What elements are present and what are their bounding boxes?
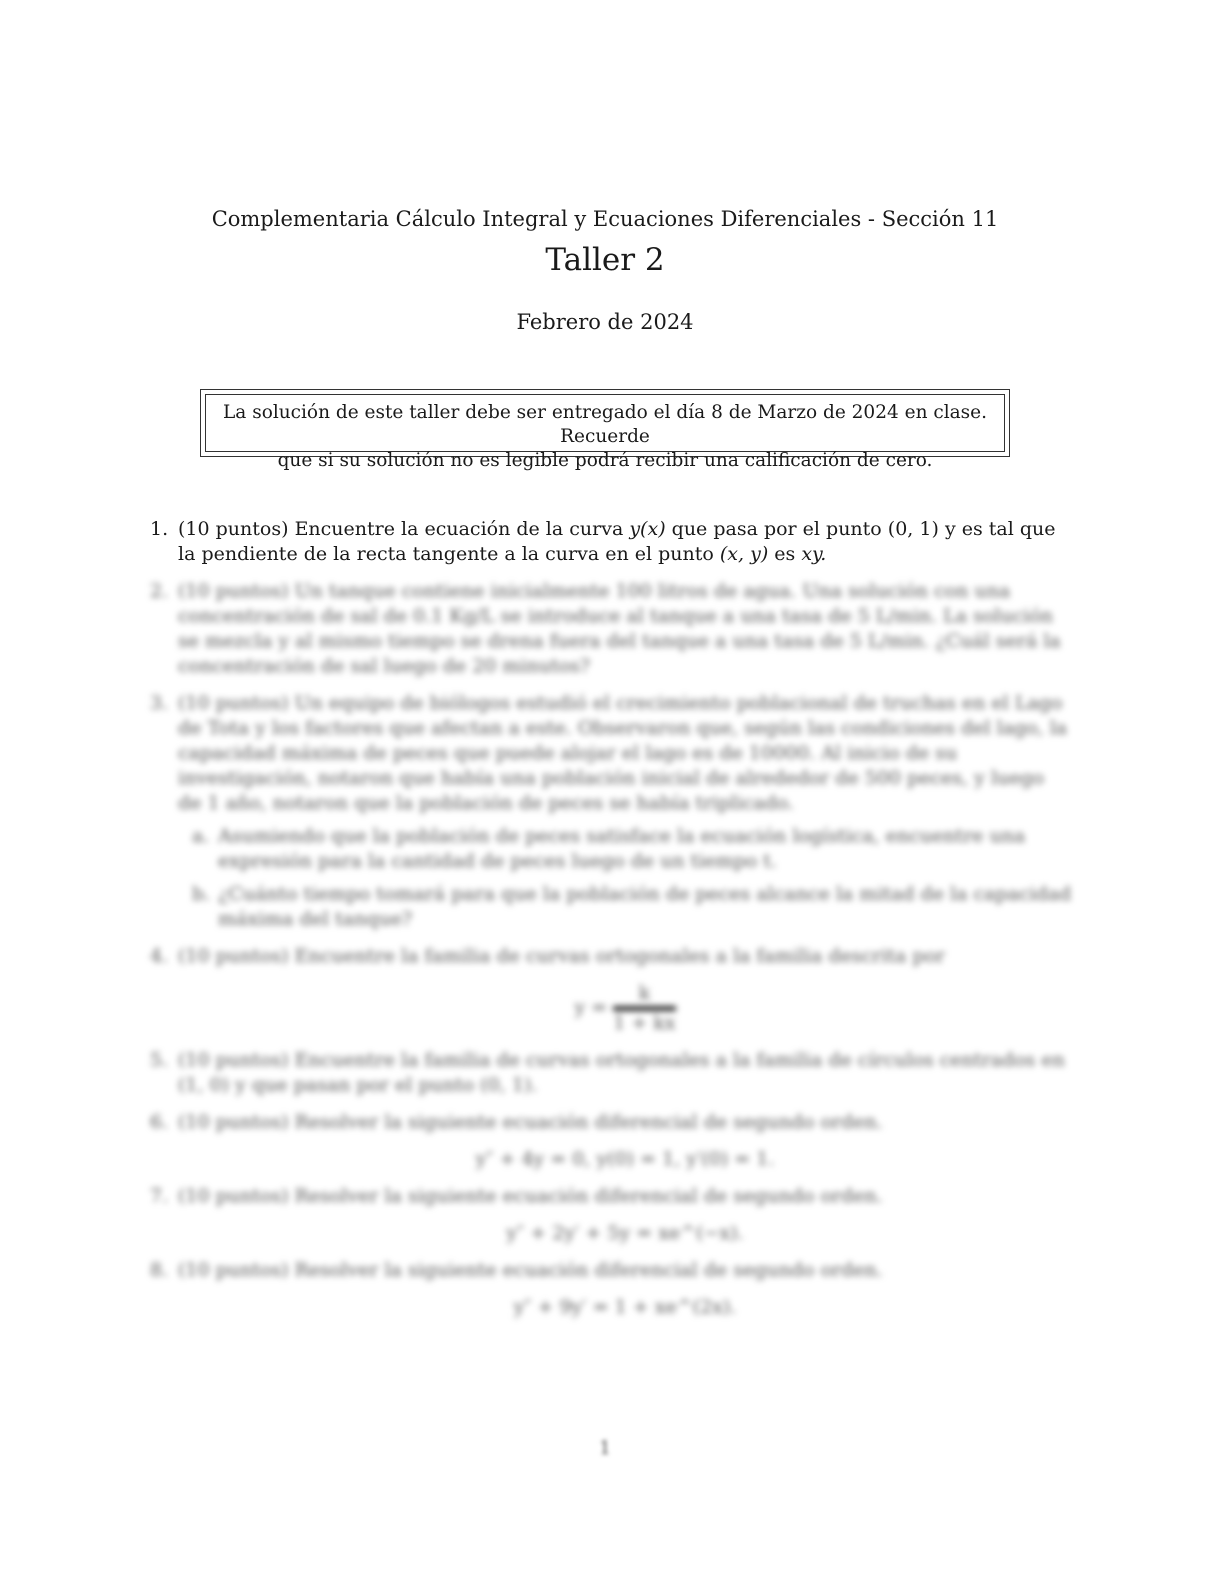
- equation: y″ + 2y′ + 5y = xe^(−x).: [506, 1222, 744, 1244]
- fraction-denominator: 1 + kx: [613, 1012, 676, 1034]
- notice-box: [200, 389, 1010, 471]
- problem-text: Encuentre la familia de curvas ortogonales a la familia de círculos centrados en (1, 0) y que pasan por el punto (0, 1).: [178, 1049, 1065, 1096]
- problem-text: Resolver la siguiente ecuación diferencial de segundo orden.: [294, 1111, 883, 1133]
- problem-points: (10 puntos): [178, 1111, 289, 1133]
- problem-number: 7.: [150, 1185, 169, 1207]
- problem-5: [150, 1048, 1072, 1098]
- problem-number: 8.: [150, 1259, 169, 1281]
- problem-points: (10 puntos): [178, 518, 289, 540]
- problem-number: 5.: [150, 1049, 169, 1071]
- problem-points: (10 puntos): [178, 945, 289, 967]
- equation: [178, 981, 1072, 1036]
- problem-text: que pasa por el punto: [671, 518, 882, 540]
- problem-7: [150, 1184, 1072, 1246]
- math-expression: y(x): [629, 518, 666, 540]
- subitem-label: b.: [192, 883, 211, 905]
- equation: y″ + 9y′ = 1 + xe^(2x).: [513, 1296, 737, 1318]
- problem-points: (10 puntos): [178, 1049, 289, 1071]
- problem-text: Encuentre la familia de curvas ortogonales a la familia descrita por: [294, 945, 946, 967]
- page-title: Taller 2: [545, 242, 665, 278]
- subitem-text: ¿Cuánto tiempo tomará para que la población de peces alcance la mitad de la capacidad máxima del tanque?: [218, 883, 1072, 930]
- problem-3: [150, 691, 1072, 932]
- problem-text: Resolver la siguiente ecuación diferencial de segundo orden.: [294, 1259, 883, 1281]
- problem-8: [150, 1258, 1072, 1320]
- problem-text: y es tal que la pendiente de la recta tangente a la curva en el punto: [178, 518, 1056, 565]
- problem-points: (10 puntos): [178, 1259, 289, 1281]
- fraction: [613, 981, 675, 1036]
- problem-number: 4.: [150, 945, 169, 967]
- notice-line-2: que si su solución no es legible podrá recibir una calificación de cero.: [277, 450, 933, 471]
- math-expression: xy.: [801, 543, 827, 565]
- problem-text: Resolver la siguiente ecuación diferencial de segundo orden.: [294, 1185, 883, 1207]
- subitem-label: a.: [192, 825, 210, 847]
- fraction-numerator: k: [613, 981, 675, 1011]
- problem-number: 3.: [150, 692, 169, 714]
- problem-text: Un equipo de biólogos estudió el crecimiento poblacional de truchas en el Lago de Tota y los factores que afectan a este. Observaron que, según las condiciones del lago, la capacidad máxima de peces que puede alojar el lago es de 10000. Al inicio de su investigación, notaron que había una población inicial de alrededor de 500 peces, y luego de 1 año, notaron que la población de peces se había triplicado.: [178, 692, 1068, 814]
- problem-text: Un tanque contiene inicialmente 100 litros de agua. Una solución con una concentración de sal de 0.1 Kg/L se introduce al tanque a una tasa de 5 L/min. La solución se mezcla y al mismo tiempo se drena fuera del tanque a una tasa de 5 L/min. ¿Cuál será la concentración de sal luego de 20 minutos?: [178, 580, 1061, 677]
- problem-6: [150, 1110, 1072, 1172]
- notice-line-1: La solución de este taller debe ser entregado el día 8 de Marzo de 2024 en clase. Recuerde: [223, 402, 987, 447]
- problem-4: [150, 944, 1072, 1036]
- subitem-text: Asumiendo que la población de peces satisface la ecuación logística, encuentre una expresión para la cantidad de peces luego de un tiempo t.: [218, 825, 1026, 872]
- notice-inner-box: [205, 394, 1005, 471]
- page-number: 1: [598, 1437, 612, 1459]
- date-line: Febrero de 2024: [516, 310, 694, 334]
- blurred-section: [150, 579, 1072, 1320]
- problem-text: Encuentre la ecuación de la curva: [294, 518, 624, 540]
- problem-number: 6.: [150, 1111, 169, 1133]
- math-expression: (0, 1): [887, 518, 939, 540]
- course-title: Complementaria Cálculo Integral y Ecuaciones Diferenciales - Sección 11: [211, 207, 999, 231]
- problem-number: 2.: [150, 580, 169, 602]
- problem-2: [150, 579, 1072, 679]
- problem-number: 1.: [150, 518, 169, 540]
- problem-text: es: [774, 543, 796, 565]
- equation-lhs: y =: [574, 996, 608, 1019]
- subitem-b: [178, 882, 1072, 932]
- problem-points: (10 puntos): [178, 1185, 289, 1207]
- equation: y″ + 4y = 0, y(0) = 1, y′(0) = 1.: [475, 1148, 775, 1170]
- math-expression: (x, y): [719, 543, 769, 565]
- subitem-a: [178, 824, 1072, 874]
- problem-list: [150, 517, 1072, 1332]
- problem-points: (10 puntos): [178, 580, 289, 602]
- problem-points: (10 puntos): [178, 692, 289, 714]
- problem-1: [150, 517, 1072, 567]
